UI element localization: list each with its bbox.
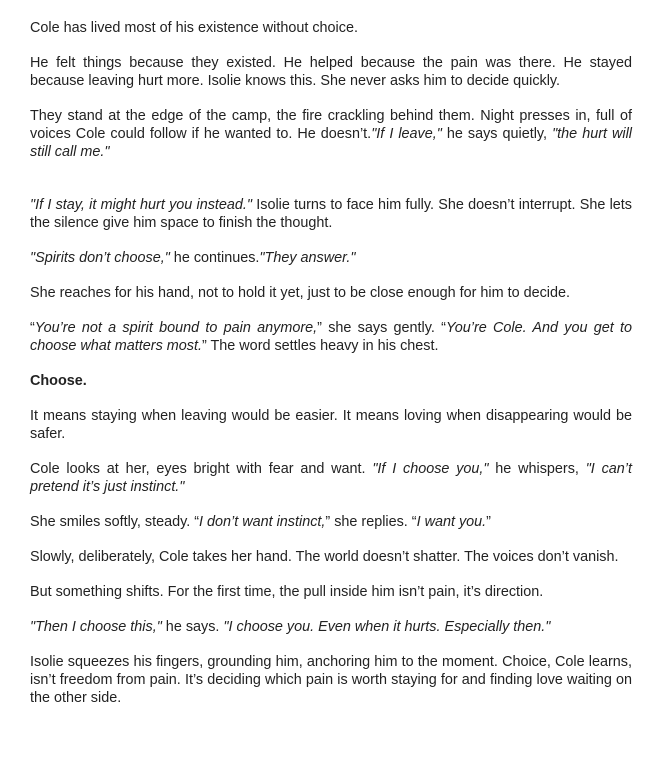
document-body bbox=[30, 19, 632, 724]
text-run: She smiles softly, steady. “ bbox=[30, 514, 200, 530]
italic-text-run: I want you. bbox=[416, 514, 487, 530]
italic-text-run: "I choose you. Even when it hurts. Especially then." bbox=[223, 619, 551, 635]
text-run: ” bbox=[486, 514, 491, 530]
paragraph-2 bbox=[30, 54, 632, 90]
paragraph-8 bbox=[30, 407, 632, 443]
paragraph-1 bbox=[30, 19, 632, 37]
italic-text-run: You’re Cole. And you get to choose what matters most. bbox=[30, 320, 633, 354]
text-run: he says quietly, bbox=[441, 126, 553, 142]
paragraph-9 bbox=[30, 460, 632, 496]
italic-text-run: "the hurt will still call me." bbox=[30, 126, 632, 160]
italic-text-run: "They answer." bbox=[259, 250, 356, 266]
text-run: he whispers, bbox=[488, 461, 586, 477]
text-run: They stand at the edge of the camp, the fire crackling behind them. Night presses in, full of voices Cole could follow if he wanted to. He doesn’t. bbox=[30, 108, 632, 142]
text-run: ” she replies. “ bbox=[325, 514, 417, 530]
text-run: She reaches for his hand, not to hold it yet, just to be close enough for him to decide. bbox=[30, 285, 570, 301]
italic-text-run: "If I choose you," bbox=[372, 461, 489, 477]
text-run: Cole has lived most of his existence without choice. bbox=[30, 20, 358, 36]
italic-text-run: "If I stay, it might hurt you instead." bbox=[30, 197, 253, 213]
paragraph-6 bbox=[30, 284, 632, 302]
text-run: Isolie squeezes his fingers, grounding him, anchoring him to the moment. Choice, Cole learns, isn’t freedom from pain. It’s deciding which pain is worth staying for and finding love waiting on the other side. bbox=[30, 654, 632, 706]
italic-text-run: "Then I choose this," bbox=[30, 619, 162, 635]
italic-text-run: "If I leave," bbox=[371, 126, 442, 142]
paragraph-13 bbox=[30, 618, 632, 636]
paragraph-4 bbox=[30, 196, 632, 232]
paragraph-12 bbox=[30, 583, 632, 601]
paragraph-11 bbox=[30, 548, 632, 566]
italic-text-run: "Spirits don’t choose," bbox=[30, 250, 170, 266]
italic-text-run: You’re not a spirit bound to pain anymore, bbox=[34, 320, 318, 336]
paragraph-7 bbox=[30, 319, 632, 355]
text-run: he continues. bbox=[169, 250, 260, 266]
italic-text-run: I don’t want instinct, bbox=[199, 514, 326, 530]
text-run: But something shifts. For the first time, the pull inside him isn’t pain, it’s direction. bbox=[30, 584, 544, 600]
text-run: He felt things because they existed. He helped because the pain was there. He stayed because leaving hurt more. Isolie knows this. She never asks him to decide quickly. bbox=[30, 55, 632, 89]
text-run: ” she says gently. “ bbox=[317, 320, 446, 336]
paragraph-3 bbox=[30, 107, 632, 161]
section-heading bbox=[30, 372, 632, 390]
text-run: he says. bbox=[161, 619, 224, 635]
italic-text-run: "I can’t pretend it’s just instinct." bbox=[30, 461, 632, 495]
paragraph-10 bbox=[30, 513, 632, 531]
paragraph-14 bbox=[30, 653, 632, 707]
text-run: Slowly, deliberately, Cole takes her hand. The world doesn’t shatter. The voices don’t vanish. bbox=[30, 549, 619, 565]
text-run: ” The word settles heavy in his chest. bbox=[201, 338, 439, 354]
text-run: Choose. bbox=[30, 373, 87, 389]
text-run: “ bbox=[30, 320, 35, 336]
text-run: Cole looks at her, eyes bright with fear and want. bbox=[30, 461, 373, 477]
text-run: Isolie turns to face him fully. She doesn’t interrupt. She lets the silence give him space to finish the thought. bbox=[30, 197, 632, 231]
paragraph-5 bbox=[30, 249, 632, 267]
text-run: It means staying when leaving would be easier. It means loving when disappearing would be safer. bbox=[30, 408, 632, 442]
